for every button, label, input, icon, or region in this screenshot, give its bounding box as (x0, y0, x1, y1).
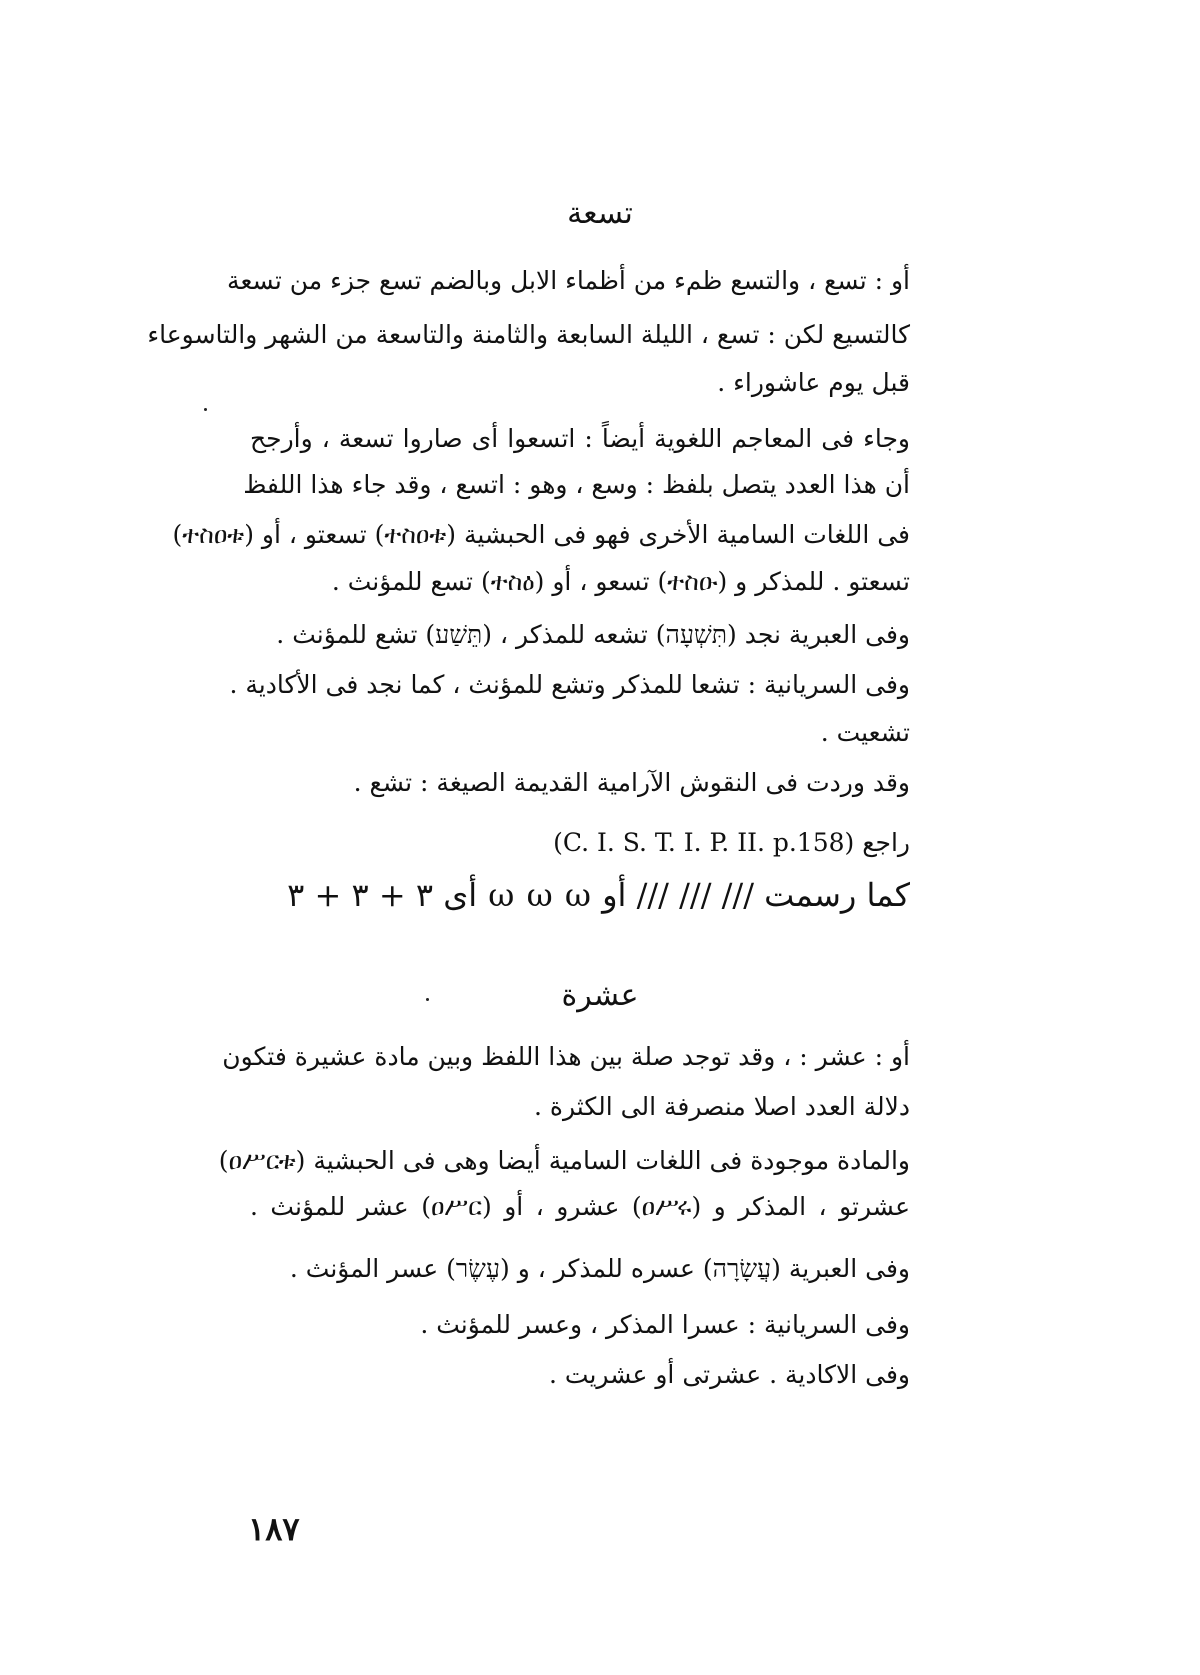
paragraph-line: فى اللغات السامية الأخرى فهو فى الحبشية (ተስዐቱ) تسعتو ، أو (ተስዐቱ) (172, 520, 910, 549)
paragraph-line: أن هذا العدد يتصل بلفظ : وسع ، وهو : اتسع ، وقد جاء هذا اللفظ (243, 470, 910, 499)
paragraph-line: عشرتو ، المذكر و (ዐሥሩ) عشرو ، أو (ዐሥር) عشر للمؤنث . (250, 1192, 911, 1221)
section-title-ashara: عشرة (561, 978, 639, 1013)
numeral-notation-line: كما رسمت /// /// /// أو ω ω ω أى ٣ + ٣ + ٣ (287, 876, 910, 914)
paragraph-line: وقد وردت فى النقوش الآرامية القديمة الصيغة : تشع . (353, 768, 910, 797)
paragraph-line: تسعتو . للمذكر و (ተስዑ) تسعو ، أو (ተስዕ) تسع للمؤنث . (331, 567, 910, 596)
print-speck (426, 998, 429, 1001)
paragraph-line: كالتسيع لكن : تسع ، الليلة السابعة والثامنة والتاسعة من الشهر والتاسوعاء (147, 320, 910, 349)
paragraph-line: وفى الاكادية . عشرتى أو عشريت . (549, 1360, 910, 1389)
paragraph-line: وفى السريانية : تشعا للمذكر وتشع للمؤنث ، كما نجد فى الأكادية . (229, 670, 910, 699)
paragraph-line: أو : تسع ، والتسع ظمء من أظماء الابل وبالضم تسع جزء من تسعة (227, 266, 910, 295)
paragraph-line: والمادة موجودة فى اللغات السامية أيضا وهى فى الحبشية (ዐሥርቱ) (218, 1146, 910, 1175)
paragraph-line: أو : عشر : ، وقد توجد صلة بين هذا اللفظ وبين مادة عشيرة فتكون (222, 1042, 910, 1071)
section-title-tisaa: تسعة (567, 196, 633, 231)
print-speck (204, 408, 207, 411)
page-number: ١٨٧ (248, 1510, 300, 1548)
paragraph-line: وفى السريانية : عسرا المذكر ، وعسر للمؤنث . (420, 1310, 910, 1339)
paragraph-line: وجاء فى المعاجم اللغوية أيضاً : اتسعوا أى صاروا تسعة ، وأرجح (250, 424, 910, 453)
paragraph-line: دلالة العدد اصلا منصرفة الى الكثرة . (534, 1092, 910, 1121)
paragraph-line: وفى العبرية (עֲשָׂרָה) عسره للمذكر ، و (עֶשֶׂר) عسر المؤنث . (289, 1254, 910, 1283)
paragraph-line: قبل يوم عاشوراء . (717, 368, 910, 397)
paragraph-line: تشعيت . (820, 718, 910, 747)
reference-line: راجع (C. I. S. T. I. P. II. p.158) (553, 828, 910, 857)
paragraph-line: وفى العبرية نجد (תִּשְׁעָה) تشعه للمذكر ، (תֵּשַׁע) تشع للمؤنث . (276, 620, 910, 649)
